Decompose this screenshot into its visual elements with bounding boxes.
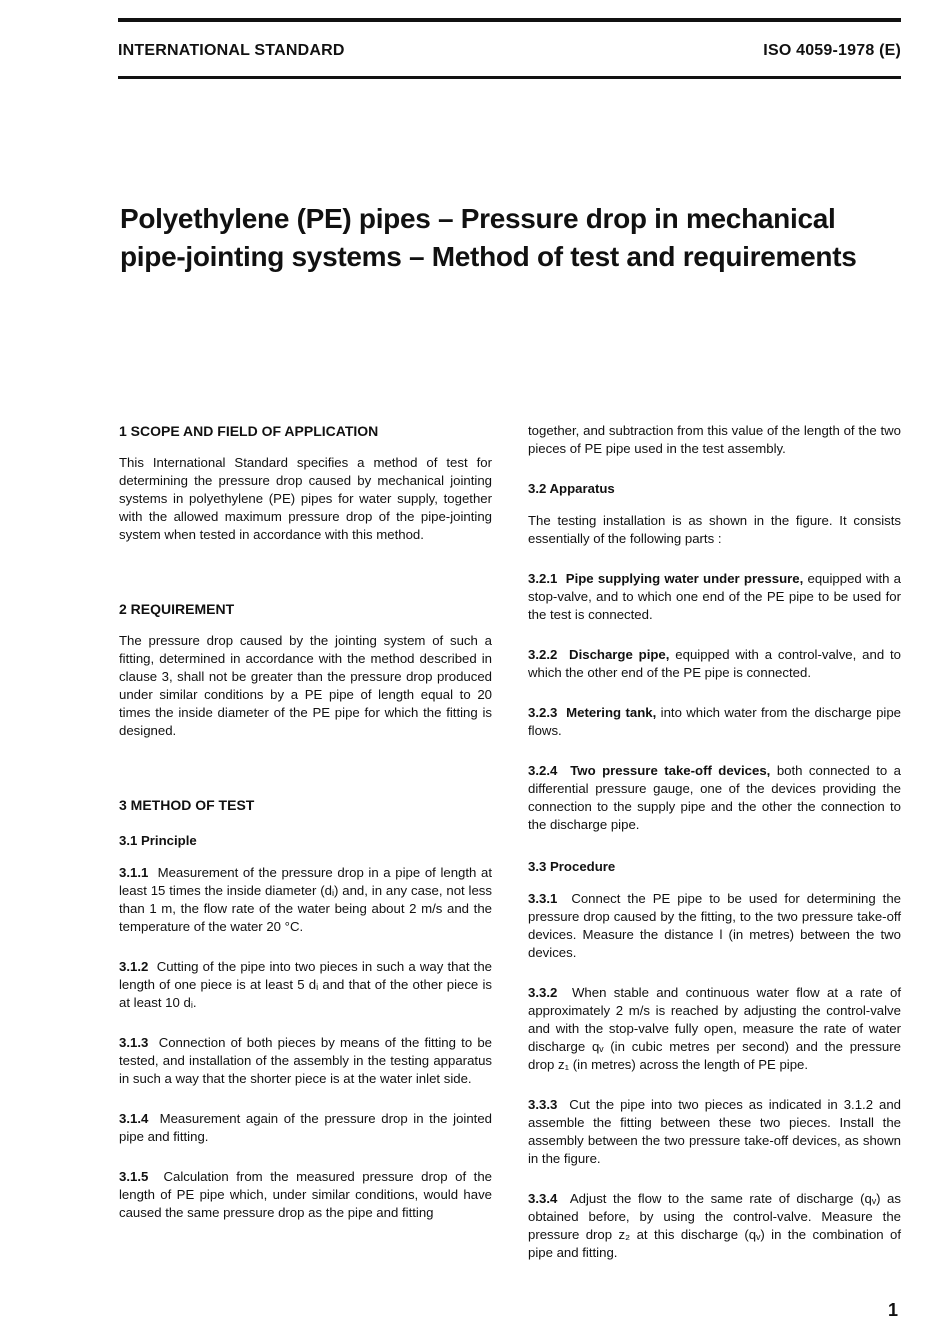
- clause-3-3-1: [528, 890, 901, 962]
- clause-3-2-4: [528, 762, 901, 834]
- section-3-3-heading: 3.3 Procedure: [528, 859, 616, 874]
- section-3-2-heading: 3.2 Apparatus: [528, 481, 615, 496]
- clause-number: 3.1.3: [119, 1035, 149, 1050]
- continued-text: together, and subtraction from this value of the length of the two pieces of PE pipe used in the test assembly.: [528, 423, 901, 456]
- clause-term: Pipe supplying water under pressure,: [565, 571, 804, 586]
- clause-3-2-1: [528, 570, 901, 624]
- clause-term: Discharge pipe,: [569, 647, 670, 662]
- section-3-heading: 3 METHOD OF TEST: [119, 797, 255, 813]
- clause-text: Connection of both pieces by means of the fitting to be tested, and installation of the assembly in the testing apparatus in such a way that the shorter piece is at the water inlet side.: [119, 1035, 493, 1086]
- clause-term: Metering tank,: [566, 705, 657, 720]
- clause-number: 3.1.2: [119, 959, 149, 974]
- section-2-heading: 2 REQUIREMENT: [119, 601, 235, 617]
- clause-text: equipped with a stop-valve, and to which one end of the PE pipe to be used for the test is connected.: [528, 571, 901, 622]
- clause-text: Cut the pipe into two pieces as indicated in 3.1.2 and assemble the fitting between these two pieces. Install the assembly between the two pressure take-off devices, as shown in the figure.: [528, 1097, 902, 1166]
- section-3-2-text: The testing installation is as shown in the figure. It consists essentially of the following parts :: [528, 513, 901, 546]
- left-column: [119, 422, 492, 1222]
- section-3-1-heading: 3.1 Principle: [119, 833, 197, 848]
- clause-term: Two pressure take-off devices,: [570, 763, 771, 778]
- clause-number: 3.1.5: [119, 1169, 149, 1184]
- clause-number: 3.2.3: [528, 705, 558, 720]
- section-2-text: The pressure drop caused by the jointing system of such a fitting, determined in accordance with the method described in clause 3, shall not be greater than the pressure drop produced under similar conditions by a PE pipe of length equal to 20 times the inside diameter of the PE pipe for which the fitting is designed.: [119, 633, 492, 738]
- clause-text: into which water from the discharge pipe flows.: [528, 705, 902, 738]
- clause-number: 3.2.4: [528, 763, 558, 778]
- title-line-1: Polyethylene (PE) pipes – Pressure drop in mechanical: [120, 203, 836, 234]
- clause-3-1-4: [119, 1110, 492, 1146]
- clause-3-2-2: [528, 646, 901, 682]
- clause-number: 3.1.4: [119, 1111, 149, 1126]
- clause-number: 3.3.4: [528, 1191, 558, 1206]
- clause-number: 3.2.1: [528, 571, 558, 586]
- clause-3-1-1: [119, 864, 492, 936]
- right-column: [528, 422, 901, 1262]
- clause-3-1-3: [119, 1034, 492, 1088]
- clause-text: Measurement of the pressure drop in a pipe of length at least 15 times the inside diameter (dᵢ) and, in any case, not less than 1 m, the flow rate of the water being about 2 m/s and the temperature of the water 20 °C.: [119, 865, 492, 934]
- clause-number: 3.3.3: [528, 1097, 558, 1112]
- clause-3-2-3: [528, 704, 901, 740]
- clause-number: 3.3.1: [528, 891, 558, 906]
- title-line-2: pipe-jointing systems – Method of test and requirements: [120, 241, 857, 272]
- clause-number: 3.2.2: [528, 647, 558, 662]
- clause-text: Measurement again of the pressure drop in the jointed pipe and fitting.: [119, 1111, 493, 1144]
- section-1-text: This International Standard specifies a method of test for determining the pressure drop caused by mechanical jointing systems in polyethylene (PE) pipes for water supply, together with the allowed maximum pressure drop of the pipe-jointing system when tested in accordance with this method.: [119, 455, 492, 542]
- page-number: 1: [887, 1300, 898, 1320]
- clause-3-1-5: [119, 1168, 492, 1222]
- clause-text: both connected to a differential pressure gauge, one of the devices providing the connection to the supply pipe and the other the connection to the discharge pipe.: [528, 763, 901, 832]
- clause-text: When stable and continuous water flow at a rate of approximately 2 m/s is reached by adjusting the control-valve and with the stop-valve fully open, measure the rate of water discharge qᵥ (in cubic metres per second) and the pressure drop z₁ (in metres) across the length of PE pipe.: [528, 985, 901, 1072]
- clause-3-3-4: [528, 1190, 901, 1262]
- clause-text: Connect the PE pipe to be used for determining the pressure drop caused by the fitting, to the two pressure take-off devices. Measure the distance l (in metres) between the two devices.: [528, 891, 902, 960]
- clause-text: Calculation from the measured pressure drop of the length of PE pipe which, under similar conditions, would have caused the same pressure drop as the pipe and fitting: [119, 1169, 492, 1220]
- standard-number: ISO 4059-1978 (E): [763, 42, 901, 59]
- section-1-heading: 1 SCOPE AND FIELD OF APPLICATION: [119, 423, 379, 439]
- clause-3-3-3: [528, 1096, 901, 1168]
- clause-text: Cutting of the pipe into two pieces in such a way that the length of one piece is at least 5 dᵢ and that of the other piece is at least 10 dᵢ.: [119, 959, 493, 1010]
- clause-3-3-2: [528, 984, 901, 1074]
- clause-text: Adjust the flow to the same rate of discharge (qᵥ) as obtained before, by using the control-valve. Measure the pressure drop z₂ at this discharge (qᵥ) in the combination of pipe and fitting.: [528, 1191, 901, 1260]
- document-title: [120, 200, 910, 276]
- top-rule: [118, 18, 901, 22]
- clause-3-1-2: [119, 958, 492, 1012]
- standard-type-label: INTERNATIONAL STANDARD: [118, 42, 345, 59]
- clause-number: 3.3.2: [528, 985, 558, 1000]
- header-rule: [118, 76, 901, 79]
- clause-text: equipped with a control-valve, and to which the other end of the PE pipe is connected.: [528, 647, 901, 680]
- clause-number: 3.1.1: [119, 865, 149, 880]
